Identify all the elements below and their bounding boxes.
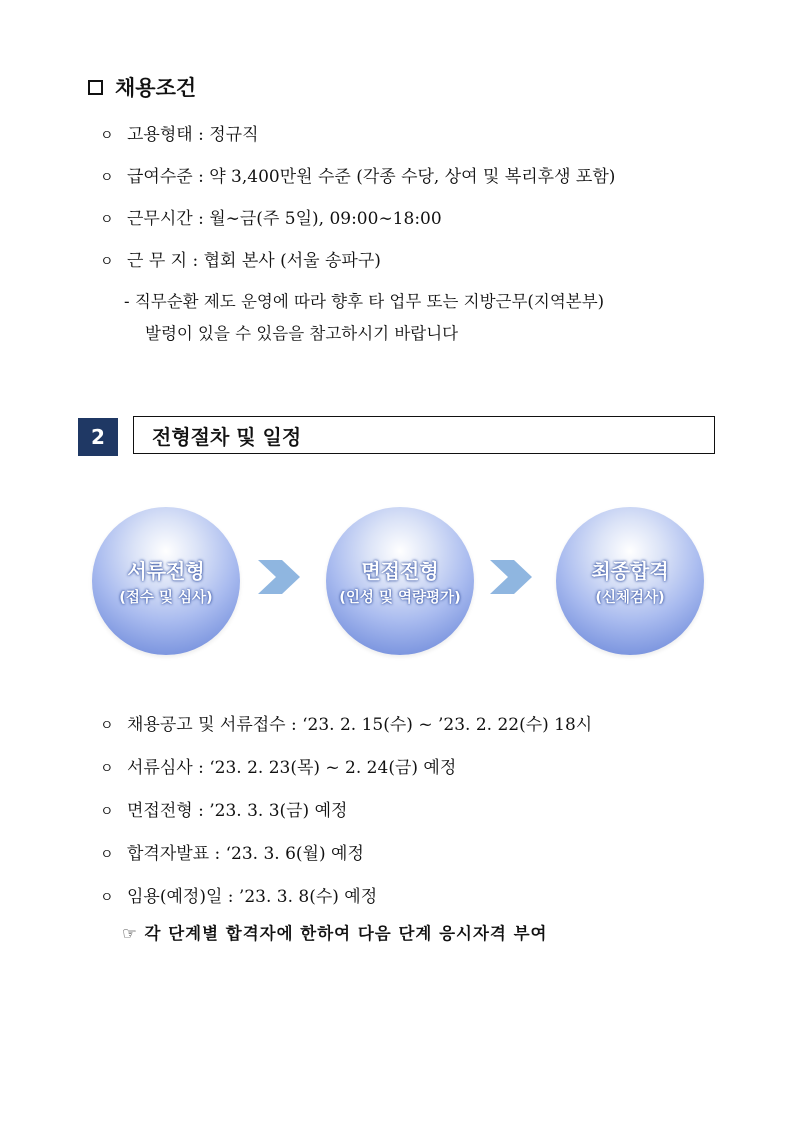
- rotation-note-line-1: - 직무순환 제도 운영에 따라 향후 타 업무 또는 지방근무(지역본부): [124, 292, 605, 311]
- bullet-icon: ㅇ: [100, 128, 114, 144]
- step-subtitle: (인성 및 역량평가): [339, 590, 461, 606]
- list-item: [100, 710, 592, 735]
- list-item: [100, 839, 364, 864]
- step-subtitle: (신체검사): [595, 590, 665, 606]
- list-item: [100, 796, 347, 821]
- list-item: [100, 204, 442, 229]
- work-location: 근 무 지 : 협회 본사 (서울 송파구): [127, 251, 381, 271]
- section-heading: [88, 72, 196, 102]
- bullet-icon: ㅇ: [100, 170, 114, 186]
- list-item: [100, 120, 259, 145]
- rotation-note-line-2: 발령이 있을 수 있음을 참고하시기 바랍니다: [145, 324, 459, 343]
- work-hours: 근무시간 : 월∼금(주 5일), 09:00∼18:00: [127, 209, 442, 229]
- step-title: 서류전형: [127, 559, 205, 583]
- checkbox-icon: [88, 80, 103, 95]
- step-final-pass: [556, 507, 704, 655]
- list-item: [100, 162, 615, 187]
- step-title: 면접전형: [361, 559, 439, 583]
- step-title: 최종합격: [591, 559, 669, 583]
- bullet-icon: ㅇ: [100, 847, 114, 863]
- list-item: [100, 246, 381, 271]
- schedule-interview: 면접전형 : ’23. 3. 3(금) 예정: [127, 801, 348, 821]
- bullet-icon: ㅇ: [100, 718, 114, 734]
- chevron-right-icon: [490, 560, 532, 594]
- step-document-screening: [92, 507, 240, 655]
- bullet-icon: ㅇ: [100, 804, 114, 820]
- schedule-announcement: 채용공고 및 서류접수 : ‘23. 2. 15(수) ~ ’23. 2. 22(수) 18시: [127, 715, 593, 735]
- step-interview: [326, 507, 474, 655]
- section-title: 전형절차 및 일정: [133, 416, 715, 454]
- schedule-result-announcement: 합격자발표 : ‘23. 3. 6(월) 예정: [127, 844, 364, 864]
- section-title: 채용조건: [115, 76, 197, 100]
- employment-type: 고용형태 : 정규직: [127, 125, 259, 145]
- bullet-icon: ㅇ: [100, 212, 114, 228]
- schedule-document-review: 서류심사 : ‘23. 2. 23(목) ~ 2. 24(금) 예정: [127, 758, 457, 778]
- step-subtitle: (접수 및 심사): [119, 590, 213, 606]
- stage-note: ☞ 각 단계별 합격자에 한하여 다음 단계 응시자격 부여: [122, 924, 548, 943]
- rotation-note: [124, 286, 604, 350]
- chevron-right-icon: [258, 560, 300, 594]
- bullet-icon: ㅇ: [100, 254, 114, 270]
- bullet-icon: ㅇ: [100, 761, 114, 777]
- bullet-icon: ㅇ: [100, 890, 114, 906]
- section-number: 2: [78, 418, 118, 456]
- schedule-appointment: 임용(예정)일 : ’23. 3. 8(수) 예정: [127, 887, 378, 907]
- list-item: [100, 882, 377, 907]
- list-item: [100, 753, 456, 778]
- salary: 급여수준 : 약 3,400만원 수준 (각종 수당, 상여 및 복리후생 포함): [127, 167, 616, 187]
